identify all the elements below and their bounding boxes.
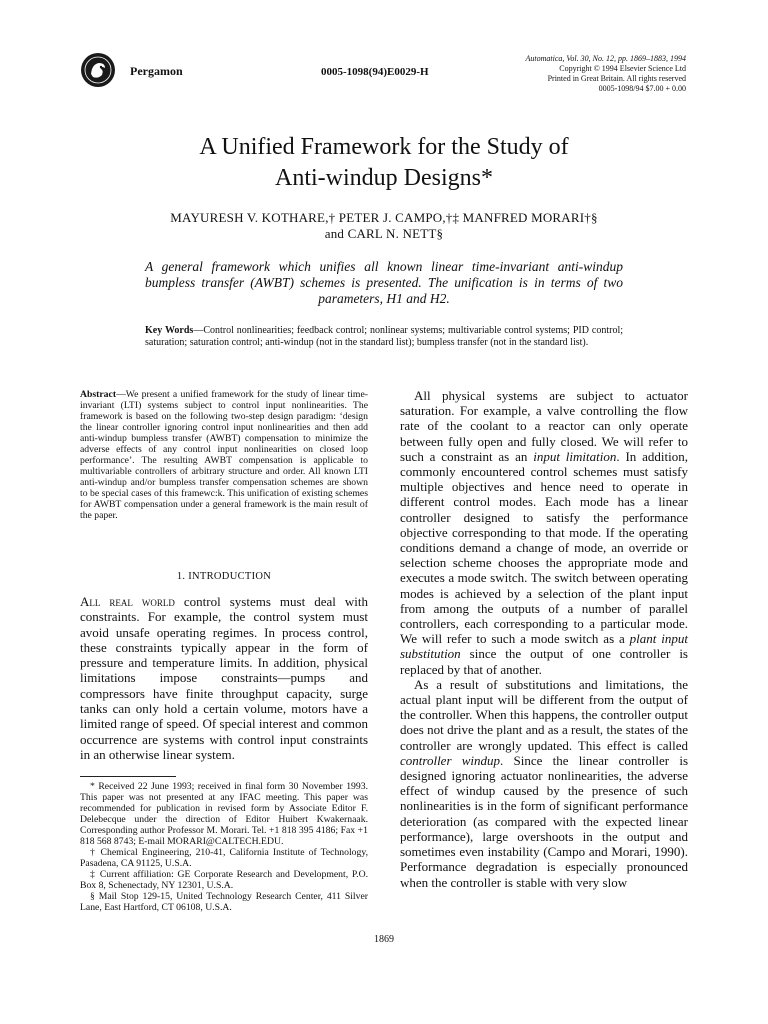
p1-text-c: since the output of one controller is replaced by that of another. bbox=[400, 646, 688, 677]
authors-line-1: MAYURESH V. KOTHARE,† PETER J. CAMPO,†‡ MANFRED MORARI†§ bbox=[170, 210, 598, 225]
footnote-utrc: § Mail Stop 129-15, United Technology Research Center, 411 Silver Lane, East Hartford, CT 06108, U.S.A. bbox=[80, 891, 368, 913]
intro-lead-words: All real world bbox=[80, 594, 175, 609]
right-column bbox=[400, 388, 688, 890]
p2-text-a: As a result of substitutions and limitations, the actual plant input will be different from the output of the controller. When this happens, the controller output does not drive the plant and as a result, the states of the controller are wrongly updated. This effect is called bbox=[400, 676, 688, 753]
footnote-received: * Received 22 June 1993; received in final form 30 November 1993. This paper was not presented at any IFAC meeting. This paper was recommended for publication in revised form by Associate Editor F. Delebecque under the direction of Editor Huibert Kwakernaak. Corresponding author Professor M. Morari. Tel. +1 818 395 4186; Fax +1 818 568 8743; E-mail MORARI@CALTECH.EDU. bbox=[80, 781, 368, 847]
author-list bbox=[0, 210, 768, 242]
citation-journal: Automatica, Vol. 30, No. 12, pp. 1869–1883, 1994 bbox=[525, 54, 686, 63]
abstract-text: —We present a unified framework for the study of linear time-invariant (LTI) systems subject to control input nonlinearities. The framework is based on the following two-step design paradigm: ‘design the linear controller ignoring control input nonlinearities and then add anti-windup bumpless transfer (AWBT) compensation to minimize the adverse effects of any control input nonlinearities on closed loop performance’. The resulting AWBT compensation is applicable to multivariable controllers of arbitrary structure and order. All known LTI anti-windup and/or bumpless transfer compensation schemes are shown to be special cases of this framewc:k. This unification of existing schemes for AWBT compensation under a general framework is the main result of the paper. bbox=[80, 389, 368, 521]
keywords-text: —Control nonlinearities; feedback control; nonlinear systems; multivariable control systems; PID control; saturation; saturation control; anti-windup (not in the standard list); bumpless transfer (not in the standard list). bbox=[145, 325, 623, 348]
citation-block bbox=[526, 54, 686, 94]
p1-text-a: All physical systems are subject to actuator saturation. For example, a valve controlling the flow rate of the coolant to a reactor can only operate between fully open and fully closed. We will refer to such a constraint as an bbox=[400, 388, 688, 464]
footnotes bbox=[80, 781, 368, 913]
term-input-limitation: input limitation bbox=[533, 448, 617, 464]
keywords bbox=[145, 325, 623, 348]
title-line-2: Anti-windup Designs* bbox=[275, 165, 493, 191]
title-line-1: A Unified Framework for the Study of bbox=[199, 134, 569, 160]
term-controller-windup: controller windup bbox=[400, 752, 501, 768]
abstract bbox=[80, 389, 368, 521]
pergamon-logo bbox=[80, 52, 116, 88]
paper-title bbox=[0, 132, 768, 194]
paper-summary: A general framework which unifies all known linear time-invariant anti-windup bumpless transfer (AWBT) schemes is presented. The unification is in terms of two parameters, H1 and H2. bbox=[145, 259, 623, 306]
paragraph-1 bbox=[400, 388, 688, 677]
section-heading: 1. INTRODUCTION bbox=[176, 571, 272, 582]
citation-price: 0005-1098/94 $7.00 + 0.00 bbox=[598, 84, 686, 93]
page-number: 1869 bbox=[374, 934, 394, 945]
citation-printed: Printed in Great Britain. All rights reserved bbox=[547, 74, 686, 83]
p2-text-b: . Since the linear controller is designed ignoring actuator nonlinearities, the adverse effect of windup caused by the presence of such nonlinearities is in the form of significant performance deterioration (as compared with the expected linear performance), large overshoots in the output and sometimes even instability (Campo and Morari, 1990). Performance degradation is especially pronounced when the controller is stable with very slow bbox=[400, 752, 689, 890]
footnote-caltech: † Chemical Engineering, 210-41, California Institute of Technology, Pasadena, CA 91125, U.S.A. bbox=[80, 847, 368, 869]
publisher-name: Pergamon bbox=[130, 64, 183, 78]
p1-text-b: . In addition, commonly encountered control schemes must satisfy multiple objectives and hence need to operate in different control modes. Each mode has a linear controller designed to satisfy the performance objective corresponding to that mode. If the operating conditions demand a change of mode, an override or selection scheme chooses the appropriate mode and executes a mode switch. The switch between operating modes is achieved by a selection of the plant input from among the outputs of a number of parallel controllers, each corresponding to a particular mode. We will refer to such a mode switch as a bbox=[400, 448, 688, 647]
introduction-paragraph bbox=[80, 594, 368, 762]
term-plant-input-substitution: plant input substitution bbox=[400, 631, 688, 662]
paragraph-2 bbox=[400, 677, 688, 890]
footnote-divider bbox=[80, 776, 176, 777]
keywords-label: Key Words bbox=[145, 325, 194, 336]
authors-line-2: and CARL N. NETT§ bbox=[324, 226, 444, 241]
footnote-ge: ‡ Current affiliation: GE Corporate Research and Development, P.O. Box 8, Schenectady, NY 12301, U.S.A. bbox=[80, 869, 368, 891]
citation-copyright: Copyright © 1994 Elsevier Science Ltd bbox=[559, 64, 686, 73]
intro-text: control systems must deal with constraints. For example, the control system must avoid unsafe operating regimes. In process control, these constraints typically appear in the form of pressure and temperature limits. In addition, physical limitations impose constraints—pumps and compressors have finite throughput capacity, surge tanks can only hold a certain volume, motors have a limited range of speed. Of special interest and common occurrence are systems with control input constraints in an otherwise linear system. bbox=[80, 594, 369, 762]
abstract-label: Abstract bbox=[80, 389, 117, 400]
doi-code: 0005-1098(94)E0029-H bbox=[321, 66, 429, 78]
